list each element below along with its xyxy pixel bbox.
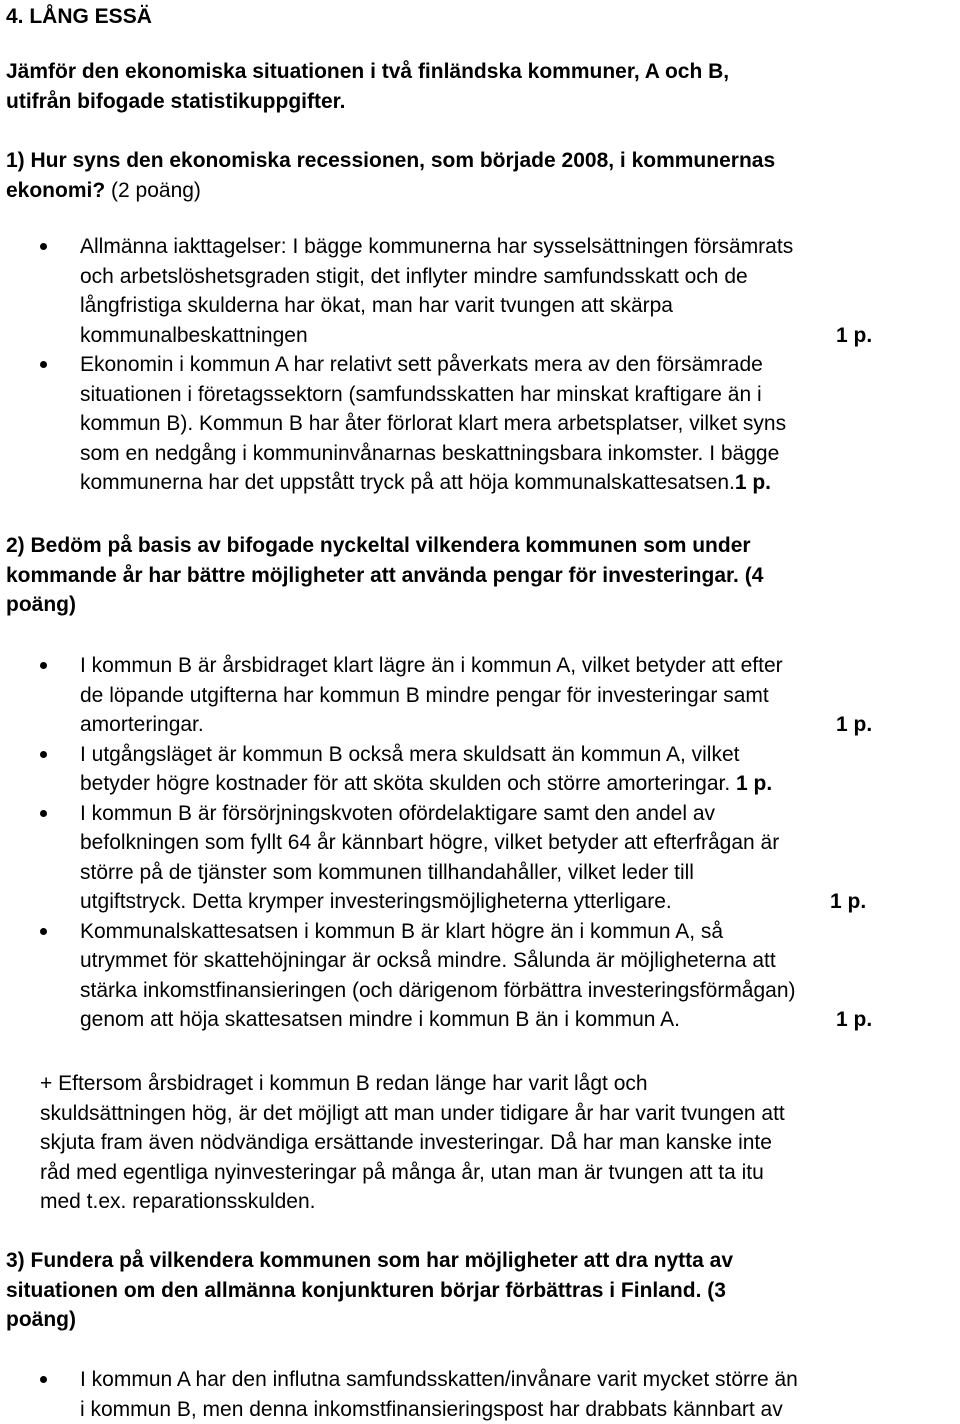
list-item-line: genom att höja skattesatsen mindre i kommun B än i kommun A. xyxy=(80,1008,680,1031)
bullet-icon xyxy=(40,751,47,758)
list-item-line: situationen i företagssektorn (samfundsskatten har minskat kraftigare än i xyxy=(80,382,762,406)
list-item-line: utrymmet för skattehöjningar är också mindre. Sålunda är möjligheterna att xyxy=(80,949,776,972)
points-label: 1 p. xyxy=(836,1008,873,1031)
bullet-icon xyxy=(40,361,47,368)
points-label: 1 p. xyxy=(734,471,772,494)
points-label: 1 p. xyxy=(836,713,873,736)
note-line: skjuta fram även nödvändiga ersättande investeringar. Då har man kanske inte xyxy=(40,1131,772,1154)
intro-line-2: utifrån bifogade statistikuppgifter. xyxy=(6,89,346,113)
intro-line-1: Jämför den ekonomiska situationen i två finländska kommuner, A och B, xyxy=(6,60,730,83)
note-line: skuldsättningen hög, är det möjligt att man under tidigare år har varit tvungen att xyxy=(40,1101,785,1125)
list-item-line: Allmänna iakttagelser: I bägge kommunerna har sysselsättningen försämrats xyxy=(80,235,794,258)
list-item-line: större på de tjänster som kommunen tillhandahåller, vilket leder till xyxy=(80,860,694,884)
list-item xyxy=(0,799,960,917)
list-item-line: Kommunalskattesatsen i kommun B är klart högre än i kommun A, så xyxy=(80,919,724,943)
question-1-answer-list xyxy=(0,232,960,498)
list-item-line: kommun B). Kommun B har åter förlorat klart mera arbetsplatser, vilket syns xyxy=(80,412,787,435)
additional-note xyxy=(40,1069,960,1217)
note-line: + Eftersom årsbidraget i kommun B redan länge har varit lågt och xyxy=(40,1072,648,1095)
question-2-line-3: poäng) xyxy=(6,593,76,616)
bullet-icon xyxy=(40,810,47,817)
points-label: 1 p. xyxy=(736,772,773,795)
note-line: med t.ex. reparationsskulden. xyxy=(40,1190,316,1213)
list-item-line: I utgångsläget är kommun B också mera skuldsatt än kommun A, vilket xyxy=(80,742,740,766)
question-2-points: (4 xyxy=(738,563,764,587)
list-item-line: stärka inkomstfinansieringen (och därigenom förbättra investeringsförmågan) xyxy=(80,978,796,1002)
list-item xyxy=(0,651,960,740)
list-item-line: de löpande utgifterna har kommun B mindre pengar för investeringar samt xyxy=(80,683,769,707)
question-2-line-2-bold: kommande år har bättre möjligheter att använda pengar för investeringar. xyxy=(6,563,739,587)
question-1-line-1: 1) Hur syns den ekonomiska recessionen, som började 2008, i kommunernas xyxy=(6,149,776,172)
note-line: råd med egentliga nyinvesteringar på många år, utan man är tvungen att ta itu xyxy=(40,1160,764,1184)
question-3-answer-list xyxy=(0,1365,960,1424)
list-item-line: betyder högre kostnader för att sköta skulden och större amorteringar. xyxy=(80,772,731,795)
list-item-line: långfristiga skulderna har ökat, man har varit tvungen att skärpa xyxy=(80,294,673,317)
list-item xyxy=(0,232,960,350)
list-item-line: I kommun B är försörjningskvoten ofördelaktigare samt den andel av xyxy=(80,801,715,825)
question-3-line-2-bold: situationen om den allmänna konjunkturen börjar förbättras i Finland. xyxy=(6,1278,702,1302)
bullet-icon xyxy=(40,1376,47,1383)
question-1-line-2-bold: ekonomi? xyxy=(6,178,106,202)
points-label: 1 p. xyxy=(830,890,867,913)
list-item-line: Ekonomin i kommun A har relativt sett påverkats mera av den försämrade xyxy=(80,353,763,376)
question-2 xyxy=(6,531,956,620)
list-item xyxy=(0,1365,960,1424)
question-3-line-3: poäng) xyxy=(6,1308,76,1331)
list-item-line: I kommun A har den influtna samfundsskatten/invånare varit mycket större än xyxy=(80,1368,798,1391)
bullet-icon xyxy=(40,662,47,669)
list-item xyxy=(0,917,960,1035)
question-1 xyxy=(6,146,956,205)
list-item xyxy=(0,740,960,799)
bullet-icon xyxy=(40,928,47,935)
list-item xyxy=(0,350,960,498)
list-item-line: I kommun B är årsbidraget klart lägre än i kommun A, vilket betyder att efter xyxy=(80,654,783,677)
bullet-icon xyxy=(40,243,47,250)
list-item-line: som en nedgång i kommuninvånarnas beskattningsbara inkomster. I bägge xyxy=(80,441,780,465)
section-heading: 4. LÅNG ESSÄ xyxy=(6,5,152,28)
list-item-line: i kommun B, men denna inkomstfinansieringspost har drabbats kännbart av xyxy=(80,1397,783,1421)
list-item-line: befolkningen som fyllt 64 år kännbart högre, vilket betyder att efterfrågan är xyxy=(80,831,780,854)
question-1-points: (2 poäng) xyxy=(105,178,201,202)
question-3-line-1: 3) Fundera på vilkendera kommunen som har möjligheter att dra nytta av xyxy=(6,1249,734,1272)
list-item-line: och arbetslöshetsgraden stigit, det inflyter mindre samfundsskatt och de xyxy=(80,264,748,288)
question-2-line-1: 2) Bedöm på basis av bifogade nyckeltal vilkendera kommunen som under xyxy=(6,534,751,557)
points-label: 1 p. xyxy=(836,323,873,347)
list-item-line: utgiftstryck. Detta krymper investeringsmöjligheterna ytterligare. xyxy=(80,890,672,913)
question-2-answer-list xyxy=(0,651,960,1035)
question-3-points: (3 xyxy=(701,1278,726,1302)
task-intro xyxy=(6,57,956,116)
list-item-line: kommunerna har det uppstått tryck på att höja kommunalskattesatsen. xyxy=(80,471,735,494)
question-3 xyxy=(6,1246,956,1335)
list-item-line: kommunalbeskattningen xyxy=(80,323,308,347)
list-item-line: amorteringar. xyxy=(80,713,204,736)
